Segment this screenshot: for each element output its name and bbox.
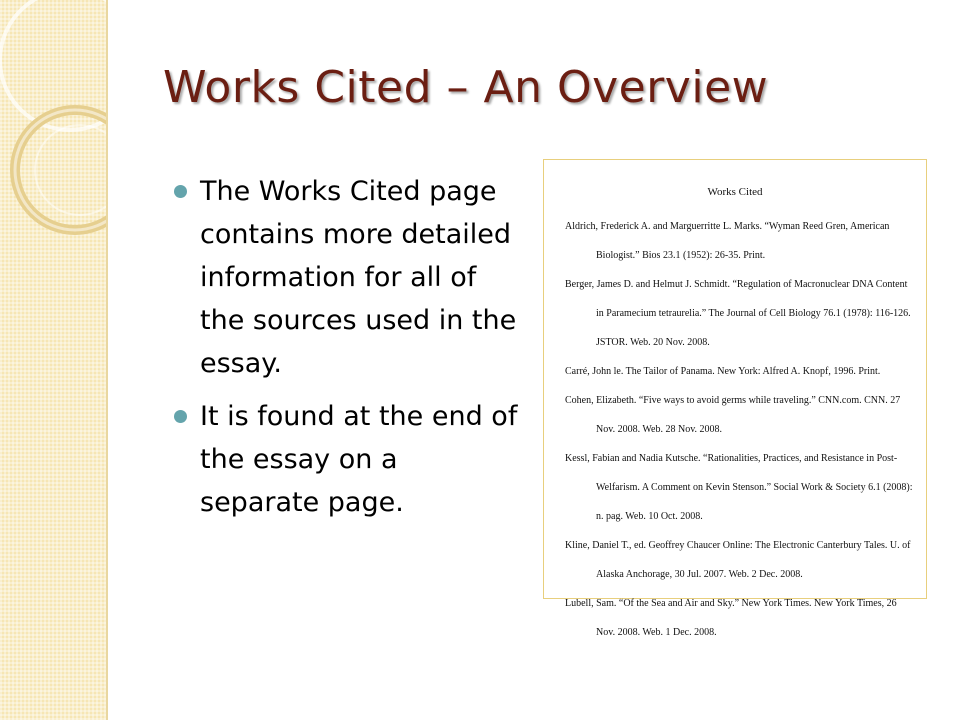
decorative-side-band bbox=[0, 0, 108, 720]
citation-entry: Kessl, Fabian and Nadia Kutsche. “Rationalities, Practices, and Resistance in Post-Welfarism. A Comment on Kevin Stenson.” Social Work & Society 6.1 (2008): n. pag. Web. 10 Oct. 2008. bbox=[565, 453, 913, 522]
bullet-item bbox=[170, 170, 520, 385]
bullet-list bbox=[170, 170, 520, 534]
bullet-item bbox=[170, 395, 520, 524]
bullet-text: It is found at the end of the essay on a separate page. bbox=[200, 401, 518, 518]
works-cited-page-image bbox=[543, 159, 927, 638]
citation-entry: Aldrich, Frederick A. and Marguerritte L. Marks. “Wyman Reed Gren, American Biologist.” Bios 23.1 (1952): 26-35. Print. bbox=[565, 221, 890, 261]
citation-entry: Carré, John le. The Tailor of Panama. New York: Alfred A. Knopf, 1996. Print. bbox=[565, 366, 881, 377]
citation-entry: Cohen, Elizabeth. “Five ways to avoid germs while traveling.” CNN.com. CNN. 27 Nov. 2008. Web. 28 Nov. 2008. bbox=[565, 395, 901, 435]
works-cited-heading: Works Cited bbox=[707, 186, 763, 198]
decorative-circles bbox=[0, 0, 106, 720]
bullet-dot-icon bbox=[174, 410, 187, 423]
bullet-text: The Works Cited page contains more detailed information for all of the sources used in the essay. bbox=[200, 176, 517, 379]
slide-title: Works Cited – An Overview bbox=[163, 62, 769, 113]
citation-entry: Lubell, Sam. “Of the Sea and Air and Sky.” New York Times. New York Times, 26 Nov. 2008. Web. 1 Dec. 2008. bbox=[565, 598, 897, 638]
citation-entry: Kline, Daniel T., ed. Geoffrey Chaucer Online: The Electronic Canterbury Tales. U. of Alaska Anchorage, 30 Jul. 2007. Web. 2 Dec. 2008. bbox=[565, 540, 911, 580]
citation-entry: Berger, James D. and Helmut J. Schmidt. “Regulation of Macronuclear DNA Content in Paramecium tetraurelia.” The Journal of Cell Biology 76.1 (1978): 116-126. JSTOR. Web. 20 Nov. 2008. bbox=[565, 279, 911, 348]
bullet-dot-icon bbox=[174, 185, 187, 198]
citation-list bbox=[565, 212, 916, 647]
